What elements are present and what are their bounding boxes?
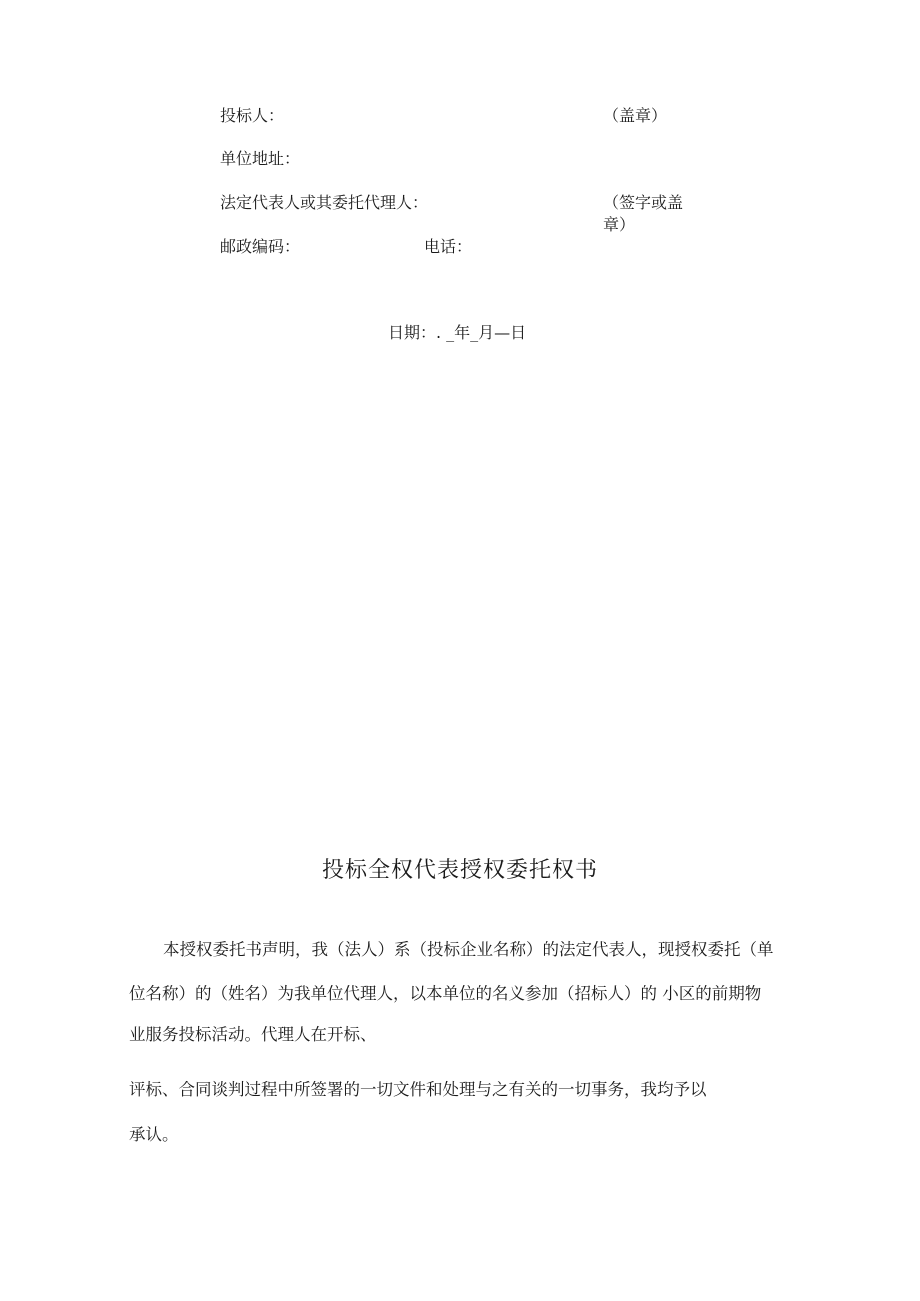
sign-note-line2: 章） <box>603 215 636 234</box>
paragraph-line: 位名称）的（姓名）为我单位代理人，以本单位的名义参加（招标人）的 小区的前期物 <box>129 984 762 1003</box>
document-title: 投标全权代表授权委托权书 <box>321 858 598 883</box>
paragraph-line: 本授权委托书声明，我（法人）系（投标企业名称）的法定代表人，现授权委托（单 <box>163 940 774 959</box>
paragraph-line: 评标、合同谈判过程中所签署的一切文件和处理与之有关的一切事务，我均予以 <box>129 1080 707 1099</box>
bidder-label: 投标人： <box>220 106 285 125</box>
postcode-label: 邮政编码： <box>220 237 301 256</box>
address-label: 单位地址： <box>220 149 301 168</box>
date-line: 日期：. _年_月—日 <box>388 323 527 342</box>
legal-rep-label: 法定代表人或其委托代理人： <box>220 193 429 212</box>
paragraph-line: 业服务投标活动。代理人在开标、 <box>129 1025 377 1044</box>
paragraph-line: 承认。 <box>129 1125 179 1144</box>
seal-note: （盖章） <box>603 106 668 125</box>
sign-note-line1: （签字或盖 <box>603 193 684 212</box>
phone-label: 电话： <box>424 237 473 256</box>
